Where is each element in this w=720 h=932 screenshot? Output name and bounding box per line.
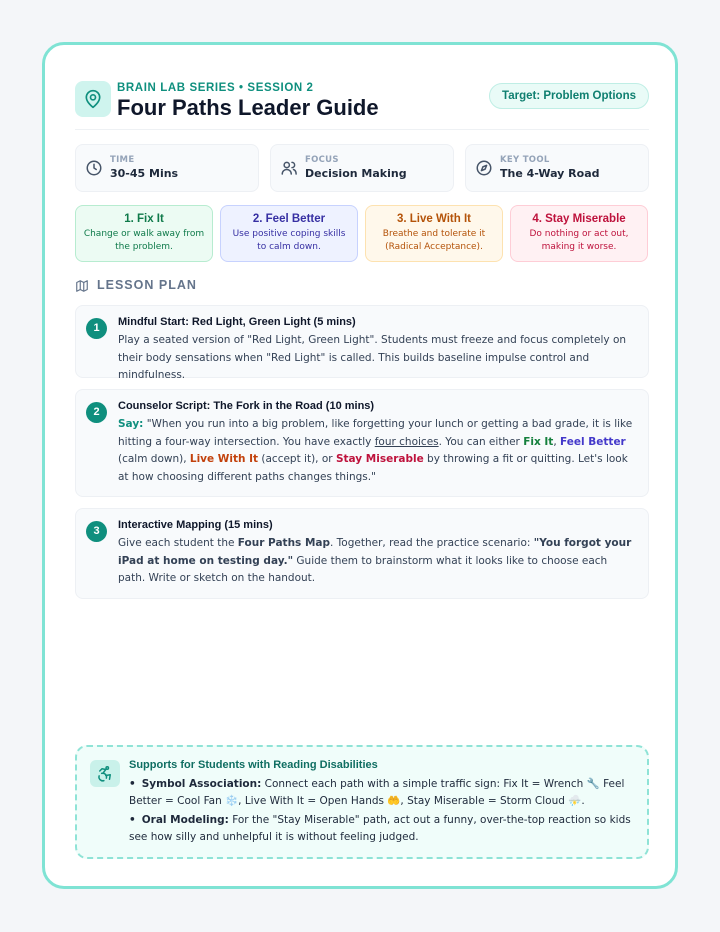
script-text: (accept it), or: [258, 453, 336, 465]
path-title: 1. Fix It: [124, 213, 164, 225]
meta-time: [75, 144, 259, 192]
guide-header: [75, 79, 649, 131]
path-live-with-it: [365, 205, 503, 262]
meta-value: The 4-Way Road: [500, 167, 600, 180]
clock-icon: [85, 159, 103, 177]
support-text: For the "Stay Miserable" path, act out a funny, over-the-top reaction so kids see how silly and unhelpful it is without feeling judged.: [129, 814, 631, 843]
meta-label: TIME: [110, 155, 135, 165]
path-description: Breathe and tolerate it (Radical Acceptance).: [382, 229, 486, 252]
path-description: Change or walk away from the problem.: [83, 229, 205, 252]
series-label: BRAIN LAB SERIES • SESSION 2: [117, 82, 314, 94]
step-body: [118, 535, 636, 588]
script-text: ,: [553, 435, 561, 448]
four-paths-map-text: Four Paths Map: [237, 537, 330, 549]
step-title: Counselor Script: The Fork in the Road (10 mins): [118, 400, 375, 412]
support-label: Oral Modeling:: [141, 814, 229, 826]
script-text: . You can either: [438, 435, 524, 448]
map-icon: [75, 279, 89, 293]
support-label: Symbol Association:: [141, 778, 262, 790]
accessibility-icon: [90, 760, 120, 787]
meta-key-tool: [465, 144, 649, 192]
support-text: Connect each path with a simple traffic sign: Fix It = Wrench 🔧 Feel Better = Cool Fan ❄️, Live With It = Open Hands 🤲, Stay Miserable = Storm Cloud ⛈️.: [129, 778, 625, 807]
scenario-text: "You forgot your iPad at home on testing day.": [118, 537, 632, 567]
header-divider: [75, 129, 649, 130]
meta-focus: [270, 144, 454, 192]
step-number: 1: [86, 318, 107, 339]
path-title: 4. Stay Miserable: [532, 213, 626, 225]
meta-label: FOCUS: [305, 155, 339, 165]
step-body: [118, 416, 636, 486]
stay-miserable-text: Stay Miserable: [335, 453, 424, 465]
fix-it-text: Fix It: [523, 435, 554, 448]
script-text: (calm down),: [118, 453, 190, 465]
path-title: 3. Live With It: [396, 213, 471, 225]
support-item: • Oral Modeling: For the "Stay Miserable" path, act out a funny, over-the-top reaction so kids see how silly and unhelpful it is without feeling judged.: [129, 814, 631, 843]
location-pin-icon: [75, 81, 111, 117]
step-title: Mindful Start: Red Light, Green Light (5 mins): [118, 316, 356, 328]
say-label: Say:: [118, 418, 144, 430]
path-title: 2. Feel Better: [252, 213, 326, 225]
meta-value: 30-45 Mins: [110, 167, 179, 180]
four-choices-text: four choices: [374, 435, 439, 448]
meta-label: KEY TOOL: [500, 155, 550, 165]
live-with-it-text: Live With It: [189, 453, 259, 465]
compass-icon: [475, 159, 493, 177]
script-text: "When you run into a big problem, like forgetting your lunch or getting a bad grade, it is like hitting a four-way intersection. You have exactly: [118, 418, 633, 448]
path-description: Use positive coping skills to calm down.: [232, 229, 346, 252]
path-description: Do nothing or act out, making it worse.: [529, 229, 629, 252]
meta-value: Decision Making: [305, 167, 407, 180]
path-fix-it: [75, 205, 213, 262]
support-item: • Symbol Association: Connect each path with a simple traffic sign: Fix It = Wrench 🔧 Feel Better = Cool Fan ❄️, Live With It = Open Hands 🤲, Stay Miserable = Storm Cloud ⛈️.: [129, 778, 625, 807]
reading-supports-box: [75, 745, 649, 859]
step-text: . Together, read the practice scenario:: [330, 537, 534, 549]
script-text: by throwing a fit or quitting. Let's look at how choosing different paths changes things.": [118, 453, 628, 483]
page-title: Four Paths Leader Guide: [117, 95, 379, 120]
session-meta: [75, 144, 649, 192]
step-number: 2: [86, 402, 107, 423]
four-paths-row: [75, 205, 649, 263]
step-title: Interactive Mapping (15 mins): [118, 519, 273, 531]
step-text: Give each student the: [118, 537, 238, 549]
target-badge: Target: Problem Options: [489, 83, 649, 109]
lesson-plan-label: LESSON PLAN: [97, 278, 197, 292]
lesson-step-3: [75, 508, 649, 599]
supports-heading: Supports for Students with Reading Disabilities: [129, 759, 378, 771]
path-stay-miserable: [510, 205, 648, 262]
leader-guide-card: [42, 42, 678, 889]
path-feel-better: [220, 205, 358, 262]
users-icon: [280, 159, 298, 177]
supports-list: [129, 776, 639, 848]
feel-better-text: Feel Better: [560, 435, 626, 448]
lesson-step-1: [75, 305, 649, 381]
step-text: Guide them to brainstorm what it looks like to choose each path. Write or sketch on the handout.: [118, 554, 608, 584]
step-number: 3: [86, 521, 107, 542]
lesson-step-2: [75, 389, 649, 497]
step-body: Play a seated version of "Red Light, Green Light". Students must freeze and focus completely on their body sensations when "Red Light" is called. This builds baseline impulse control and mindfulness.: [118, 334, 627, 381]
